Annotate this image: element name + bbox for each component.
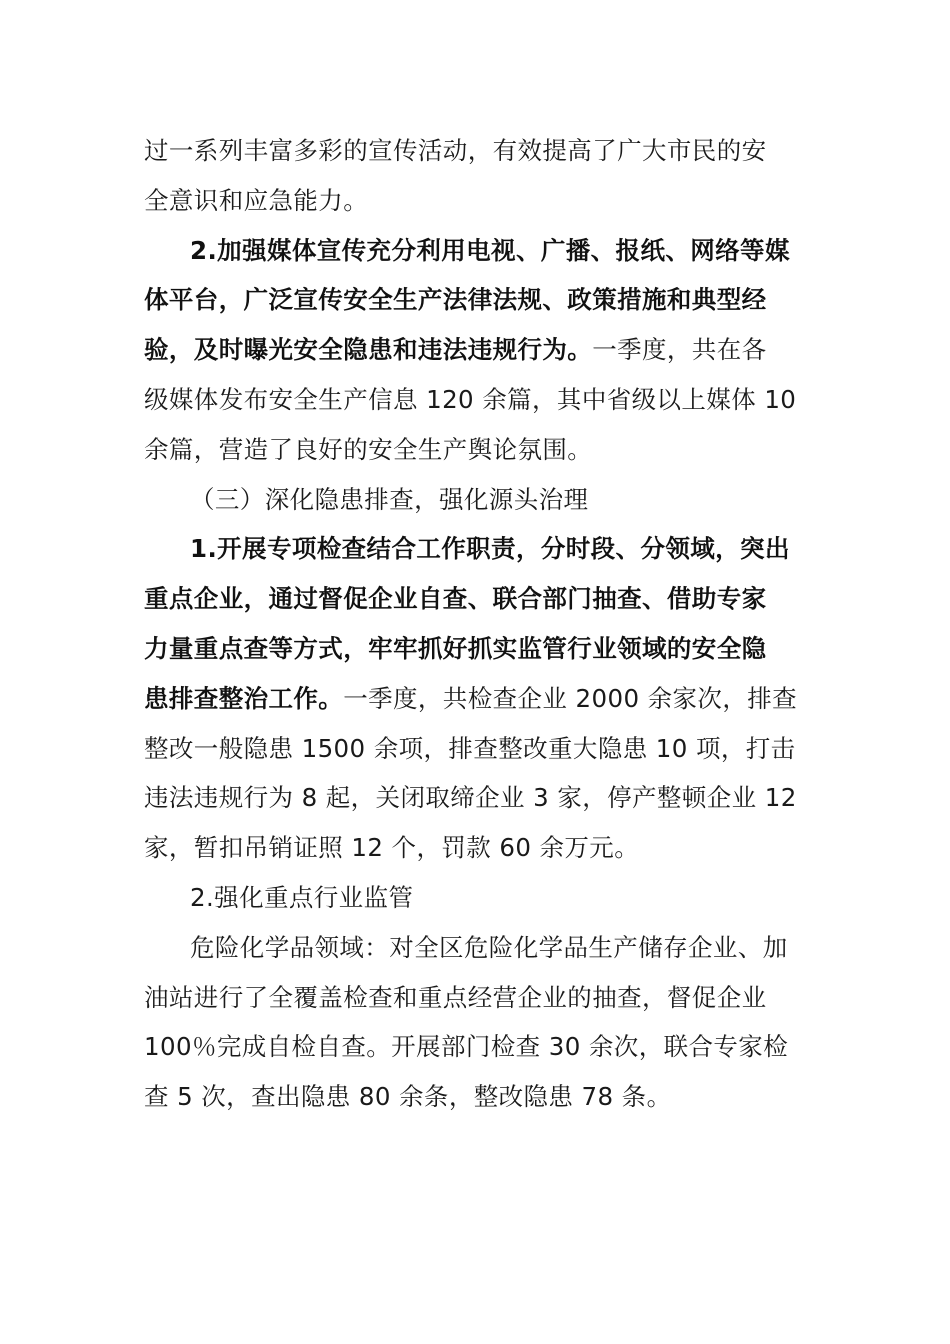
text-line (144, 126, 808, 176)
bold-run: 体平台，广泛宣传安全生产法律法规、政策措施和典型经 (144, 285, 767, 315)
bold-run: 1.开展专项检查结合工作职责，分时段、分领域，突出 (190, 534, 790, 564)
normal-run: 一季度，共在各 (592, 335, 767, 365)
normal-run: 整改一般隐患 1500 余项，排查整改重大隐患 10 项，打击 (144, 733, 796, 763)
bold-run: 重点企业，通过督促企业自查、联合部门抽查、借助专家 (144, 584, 767, 614)
text-line (144, 275, 808, 325)
text-line (144, 325, 808, 375)
text-line (144, 425, 808, 475)
normal-run: 100％完成自检自查。开展部门检查 30 余次，联合专家检 (144, 1032, 789, 1062)
heading-line (144, 226, 808, 276)
body-text (144, 126, 808, 1122)
text-line (144, 923, 808, 973)
text-line (144, 973, 808, 1023)
normal-run: 违法违规行为 8 起，关闭取缔企业 3 家，停产整顿企业 12 (144, 783, 797, 813)
text-line (144, 674, 808, 724)
text-line (144, 176, 808, 226)
text-line (144, 375, 808, 425)
bold-run: 验，及时曝光安全隐患和违法违规行为。 (144, 335, 593, 365)
section-heading (144, 475, 808, 525)
normal-run: 危险化学品领域：对全区危险化学品生产储存企业、加 (190, 932, 788, 962)
normal-run: 过一系列丰富多彩的宣传活动，有效提高了广大市民的安 (144, 136, 767, 165)
subheading-line (144, 873, 808, 923)
normal-run: 油站进行了全覆盖检查和重点经营企业的抽查，督促企业 (144, 982, 767, 1012)
normal-run: 2.强化重点行业监管 (190, 882, 414, 912)
text-line (144, 823, 808, 873)
bold-run: 2.加强媒体宣传充分利用电视、广播、报纸、网络等媒 (190, 235, 790, 265)
text-line (144, 773, 808, 823)
normal-run: 家，暂扣吊销证照 12 个，罚款 60 余万元。 (144, 833, 640, 863)
normal-run: 级媒体发布安全生产信息 120 余篇，其中省级以上媒体 10 (144, 384, 797, 414)
normal-run: 全意识和应急能力。 (144, 185, 369, 215)
bold-run: 患排查整治工作。 (144, 683, 344, 713)
bold-run: 力量重点查等方式，牢牢抓好抓实监管行业领域的安全隐 (144, 633, 767, 663)
text-line (144, 724, 808, 774)
heading-line (144, 524, 808, 574)
normal-run: 一季度，共检查企业 2000 余家次，排查 (343, 683, 798, 713)
normal-run: 余篇，营造了良好的安全生产舆论氛围。 (144, 434, 593, 464)
normal-run: （三）深化隐患排查，强化源头治理 (190, 484, 589, 514)
text-line (144, 1022, 808, 1072)
normal-run: 查 5 次，查出隐患 80 余条，整改隐患 78 条。 (144, 1082, 672, 1112)
text-line (144, 624, 808, 674)
text-line (144, 574, 808, 624)
text-line (144, 1072, 808, 1122)
